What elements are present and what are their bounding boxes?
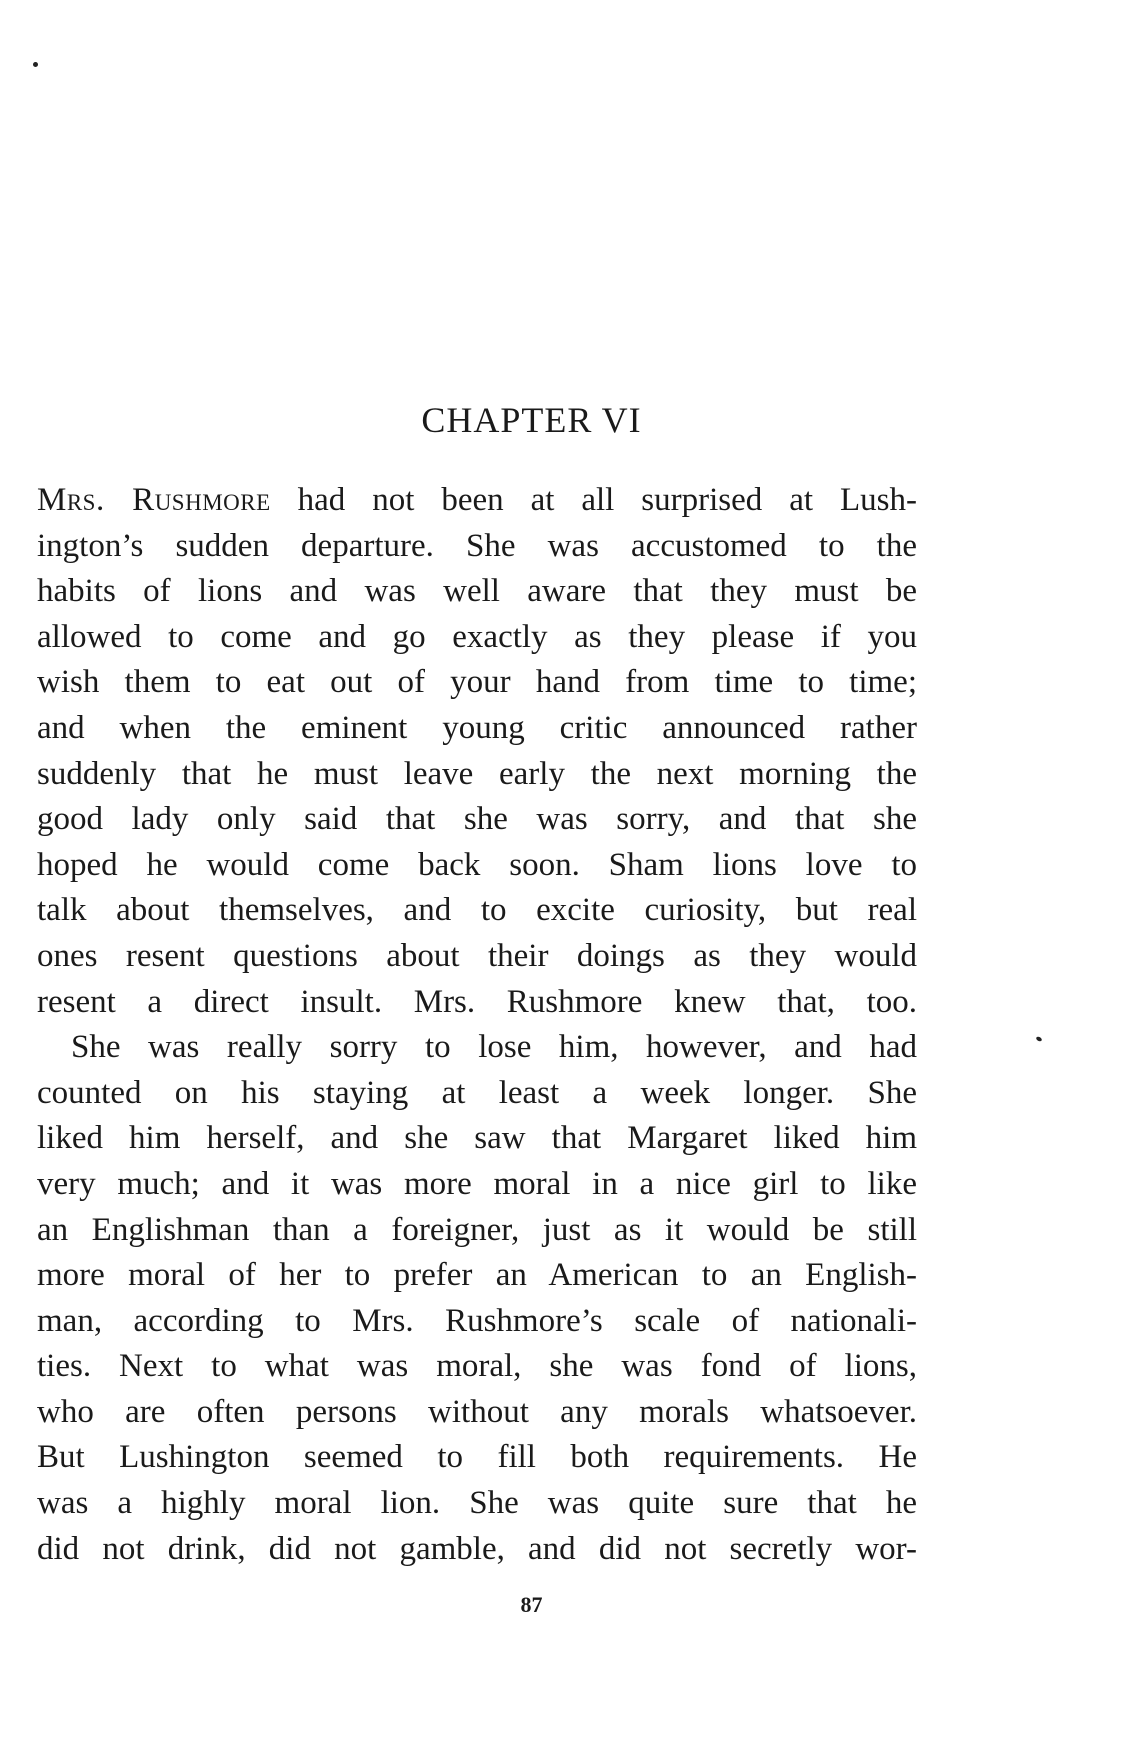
text-line: did not drink, did not gamble, and did not secretly wor- — [37, 1530, 917, 1567]
text-line: who are often persons without any morals whatsoever. — [37, 1393, 917, 1430]
text-line: resent a direct insult. Mrs. Rushmore knew that, too. — [37, 983, 917, 1020]
text-line: ington’s sudden departure. She was accustomed to the — [37, 527, 917, 564]
text-line: talk about themselves, and to excite curiosity, but real — [37, 892, 917, 929]
text-line: ones resent questions about their doings as they would — [37, 937, 917, 974]
text-line: Mrs. Rushmore had not been at all surprised at Lush- — [37, 482, 918, 518]
text-line: was a highly moral lion. She was quite sure that he — [37, 1485, 917, 1522]
body-text — [37, 478, 917, 1572]
text-line: good lady only said that she was sorry, and that she — [37, 801, 917, 838]
text-line: She was really sorry to lose him, however, and had — [71, 1029, 917, 1066]
text-line: ties. Next to what was moral, she was fond of lions, — [37, 1348, 917, 1385]
page-number: 87 — [520, 1592, 543, 1617]
text-line: suddenly that he must leave early the next morning the — [37, 755, 917, 792]
text-line: wish them to eat out of your hand from time to time; — [37, 664, 917, 701]
text-line: But Lushington seemed to fill both requirements. He — [37, 1439, 917, 1476]
text-line: habits of lions and was well aware that they must be — [37, 573, 917, 610]
text-line: allowed to come and go exactly as they please if you — [37, 618, 917, 655]
text-line: counted on his staying at least a week longer. She — [37, 1074, 917, 1111]
text-line: more moral of her to prefer an American to an English- — [37, 1257, 917, 1294]
chapter-title: CHAPTER VI — [421, 400, 642, 440]
ink-speck — [1035, 1036, 1042, 1042]
paragraph-2 — [37, 1025, 917, 1572]
text-line: and when the eminent young critic announced rather — [37, 709, 917, 746]
lead-in: Mrs. Rushmore — [37, 482, 271, 518]
text-line: liked him herself, and she saw that Margaret liked him — [37, 1120, 917, 1157]
text-line: man, according to Mrs. Rushmore’s scale of nationali- — [37, 1302, 917, 1339]
paragraph-1 — [37, 478, 917, 1025]
text-line: an Englishman than a foreigner, just as it would be still — [37, 1211, 917, 1248]
ink-speck — [33, 62, 38, 67]
text-line: very much; and it was more moral in a nice girl to like — [37, 1165, 917, 1202]
text-line: hoped he would come back soon. Sham lions love to — [37, 846, 917, 883]
